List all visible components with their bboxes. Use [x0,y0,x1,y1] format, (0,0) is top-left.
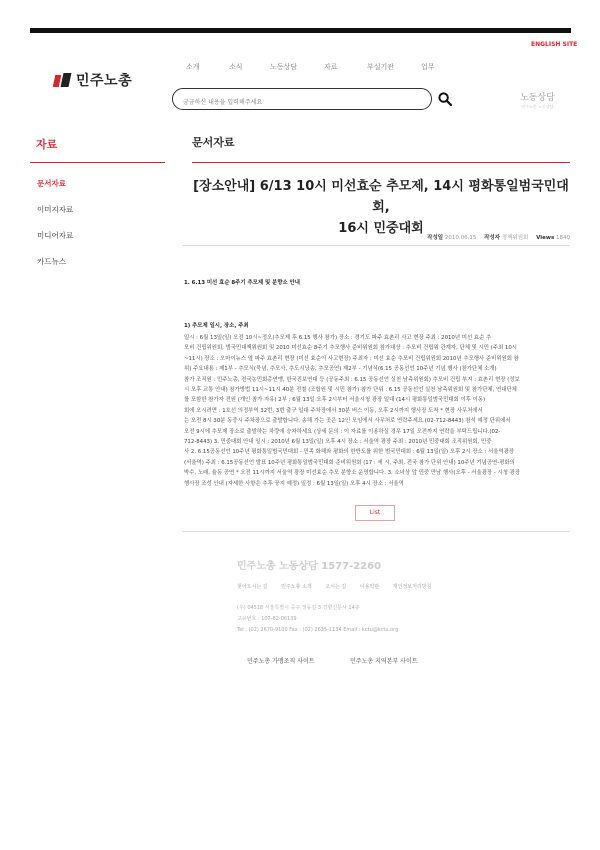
body-subheading: 1) 추모제 일시, 장소, 주최 [184,323,249,329]
logo-mark-icon [54,73,72,87]
post-views: 1840 [556,235,570,241]
sidebar-title: 자료 [36,138,58,151]
sidebar-item-images[interactable]: 이미지자료 [37,205,74,214]
author-label: 작성자 [484,235,501,241]
body-line: 회에 오시려면 : 1호선 의정부역 32번, 3번 출구 일대 주차장에서 30분 버스 이동, 오후 2시까지 행사장 도착 * 현장 사무처에서 [184,407,483,414]
body-line: (서울역) 주최 : 6.15공동선언 발표 10주년 평화통일범국민대회 준비위원회 (17 : 세 시, 주최, 전국 참가 단위 안내) 10주년 기념공연-평화의 [184,459,515,466]
list-button[interactable]: List [355,505,395,521]
post-meta [421,233,570,241]
body-line: ~11시) 장소 : 오마이뉴스 옆 파주 효촌리 현장 (미선 효순이 사고현장) 주최자 : 미선 효순 추모비 건립위원회 2010년 추모행사 준비위원회 참 [184,355,519,362]
date-label: 작성일 [427,235,444,241]
post-author: 정책위원회 [501,235,529,241]
footer-divider [182,531,570,532]
footer-address: (우) 04518 서울특별시 중구 정동길 3 경향신문사 14층 [237,605,360,611]
body-line: 위) 주요내용 : 제1부 - 추모식(묵념, 추모사, 추도시낭송, 추모공연) 제2부 - 기념식(6.15 공동선언 10주년 기념 행사 (참가단체 소개) [184,366,497,373]
footer-info [237,603,398,636]
footer-brand: 민주노총 노동상담 1577-2260 [237,561,382,572]
nav-item-affiliates[interactable]: 부설기관 [367,63,395,71]
search-box [172,88,432,110]
search-icon[interactable] [438,92,452,106]
regional-sites-link[interactable]: 민주노총 지역본부 사이트 [350,658,418,665]
counsel-title: 노동상담 [520,93,555,103]
body-line: 를 포함한 참가자 전원 (개인 참가 자유) 2부 : 6월 13일 오후 2시부터 서울시청 광장 일대 (14시 평화통일범국민대회 이후 이동) [184,397,486,404]
post-title [192,176,570,239]
sidebar-menu [37,178,73,282]
sidebar-item-media[interactable]: 미디어자료 [37,231,74,240]
top-bar [30,28,571,33]
footer-link-location[interactable]: 오시는 길 [325,584,347,590]
body-line: 모비 건립위원회, 범국민대책위원회 및 2010 미선효순 8주기 추모행사 준비위원회 참가대상 : 추모비 건립위 관계자, 단체 및 시민 (주최 10시 [184,345,517,352]
body-line: 오전 9시에 추모제 장소로 출발하는 차량에 승차하세요 (상세 문의 : 이 자료를 이용하실 경우 17일 오전까지 연락을 부탁드립니다.(02- [184,428,501,435]
nav-item-resources[interactable]: 자료 [324,63,338,71]
footer-link-about[interactable]: 민주노총 소개 [281,584,312,590]
footer-links [237,583,443,590]
post-title-line-1: [장소안내] 6/13 10시 미선효순 추모제, 14시 평화통일범국민대회, [193,179,569,215]
nav-item-work[interactable]: 업무 [421,63,435,71]
counsel-subtitle: 민주노총 노동상담 [521,104,554,109]
english-site-link[interactable]: ENGLISH SITE [531,41,578,48]
body-line: 712-8443) 3. 민중대회 안내 일시 : 2010년 6월 13일(일) 오후 4시 장소 : 서울역 광장 주최 : 2010년 민중대회 조직위원회, 민중 [184,439,492,445]
counsel-link[interactable] [520,90,555,110]
logo[interactable] [54,70,132,90]
body-heading: 1. 6.13 미선 효순 8주기 추모제 및 분향소 안내 [184,280,300,286]
post-title-line-2: 16시 민중대회 [338,221,424,236]
body-line: 사 2. 6.15공동선언 10주년 평화통일범국민대회 - 민족 화해와 평화의 한반도를 위한 범국민대회 : 6월 13일(일) 오후 2시 장소 : 서울역광장 [184,449,515,456]
meta-divider [182,245,570,246]
body-line: 참가 조직원 : 민주노총, 전국농민회총연맹, 한국진보연대 등 (공동주최 : 6.15 공동선언 실천 남측위원회) 추모비 건립 부지 : 효촌리 현장 (정보 [184,376,520,383]
sidebar-item-documents[interactable]: 문서자료 [37,179,66,188]
body-line: 는 오전 8시 30분 동중시 주차장으로 출발합니다. 송해 가는 곳은 12인 모임에서 사무처로 연락주세요.(02-712-8443) 참석 예정 단위에서 [184,418,511,425]
sidebar-divider [30,162,165,163]
body-line: 행사장 조성 안내 (자세한 사항은 추후 공지 예정) 일정 : 6월 13일(일) 오후 4시 장소 : 서울역 [184,480,404,487]
post-date: 2010.06.15 [444,235,477,241]
body-line: 일시 : 6월 13일(일) 오전 10시~정오(추모제 후 6.15 행사 참가) 장소 : 경기도 파주 효촌리 사고 현장 주최 : 2010년 미선 효순 추 [184,335,492,341]
footer-link-terms[interactable]: 이용약관 [359,584,380,590]
body-line: 시 오후 교통 안내) 참가방법 11시~11시 40분 전철 (조합원 및 시민 참가) 참가 단위 : 6.15 공동선언 실천 남측위원회 및 참가단체, 연대단체 [184,387,517,393]
affiliate-sites-link[interactable]: 민주노총 가맹조직 사이트 [247,658,315,665]
footer-registration: 고유번호 : 107-82-06139 [237,616,297,622]
nav-item-news[interactable]: 소식 [229,63,243,71]
views-label: Views [536,235,555,241]
page-title: 문서자료 [192,136,235,149]
title-divider [192,162,570,163]
nav-item-counsel[interactable]: 노동상담 [270,63,298,71]
footer-contact: Tel : (02) 2670-9100 Fax : (02) 2635-1134 Email : kctu@kctu.org [237,627,399,633]
logo-text: 민주노총 [76,73,133,89]
sidebar-item-cardnews[interactable]: 카드뉴스 [37,257,66,266]
footer-link-directions[interactable]: 찾아오시는 길 [237,584,268,590]
search-input[interactable] [181,98,415,107]
nav-item-about[interactable]: 소개 [186,63,200,71]
footer-link-privacy[interactable]: 개인정보처리방침 [392,584,432,590]
body-line: 박수, 노래, 율동 공연 * 오전 11시까지 서울역 광장 미선효순 추모 분향소 운영합니다. 3. 소녀상 앞 민중 만남 행사(오후 - 서울광장 - 시청 광장 [184,470,521,477]
